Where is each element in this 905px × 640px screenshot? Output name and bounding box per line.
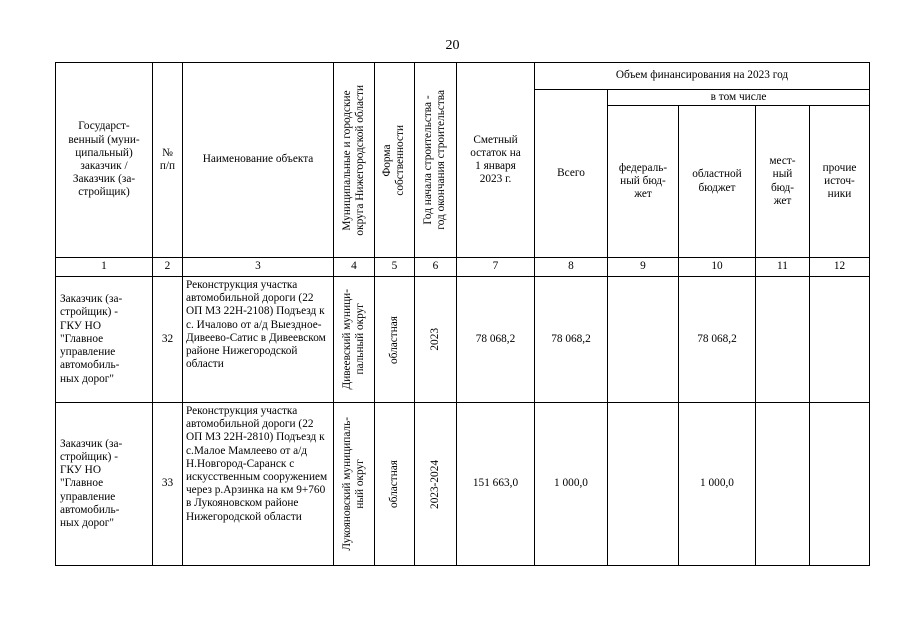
column-number: 2 [153, 258, 183, 277]
column-number: 10 [679, 258, 756, 277]
cell-regional: 1 000,0 [679, 403, 756, 566]
cell-other [810, 277, 870, 403]
cell-years-text: 2023 [428, 328, 441, 351]
column-number: 8 [535, 258, 608, 277]
financing-table [55, 62, 870, 566]
cell-other [810, 403, 870, 566]
cell-estimated-balance: 151 663,0 [457, 403, 535, 566]
column-number: 1 [56, 258, 153, 277]
cell-ownership [375, 403, 415, 566]
column-number: 7 [457, 258, 535, 277]
cell-local [756, 277, 810, 403]
header-total: Всего [535, 90, 608, 258]
cell-ownership [375, 277, 415, 403]
header-years-text: Год начала строительства - год окончания строительства [422, 90, 448, 230]
cell-federal [608, 277, 679, 403]
header-regional: областной бюджет [679, 106, 756, 258]
column-number: 11 [756, 258, 810, 277]
column-number: 3 [183, 258, 334, 277]
cell-estimated-balance: 78 068,2 [457, 277, 535, 403]
cell-years [415, 277, 457, 403]
header-including: в том числе [608, 90, 870, 106]
cell-customer: Заказчик (за- стройщик) - ГКУ НО "Главное управление автомобиль- ных дорог" [56, 277, 153, 403]
header-municipality-text: Муниципальные и городские округа Нижегородской области [340, 84, 366, 236]
cell-ownership-text: областная [387, 460, 400, 508]
cell-ownership-text: областная [387, 315, 400, 364]
column-number: 6 [415, 258, 457, 277]
header-index: № п/п [153, 63, 183, 258]
cell-years-text: 2023-2024 [428, 459, 441, 509]
table-row [56, 403, 870, 566]
header-years [415, 63, 457, 258]
header-federal: федераль- ный бюд- жет [608, 106, 679, 258]
cell-municipality-text: Дивеевский муници- пальный округ [340, 289, 366, 390]
header-municipality [334, 63, 375, 258]
cell-municipality-text: Лукояновский муниципаль- ный округ [340, 417, 366, 551]
cell-customer: Заказчик (за- стройщик) - ГКУ НО "Главное управление автомобиль- ных дорог" [56, 403, 153, 566]
cell-regional: 78 068,2 [679, 277, 756, 403]
header-customer: Государст- венный (муни- ципальный) заказчик / Заказчик (за- стройщик) [56, 63, 153, 258]
column-number: 5 [375, 258, 415, 277]
cell-object-name: Реконструкция участка автомобильной дороги (22 ОП МЗ 22Н-2810) Подъезд к с.Малое Мамлеево от а/д Н.Новгород-Саранск с искусственным сооружением через р.Арзинка на км 9+760 в Лукояновском районе Нижегородской области [183, 403, 334, 566]
page-number: 20 [445, 38, 460, 53]
header-other: прочие источ- ники [810, 106, 870, 258]
header-estimated-balance: Сметный остаток на 1 января 2023 г. [457, 63, 535, 258]
cell-index: 33 [153, 403, 183, 566]
header-ownership [375, 63, 415, 258]
cell-total: 78 068,2 [535, 277, 608, 403]
cell-index: 32 [153, 277, 183, 403]
column-number: 4 [334, 258, 375, 277]
cell-object-name: Реконструкция участка автомобильной дороги (22 ОП МЗ 22Н-2108) Подъезд к с. Ичалово от а/д Выездное-Дивеево-Сатис в Дивеевском районе Нижегородской области [183, 277, 334, 403]
column-number: 9 [608, 258, 679, 277]
cell-federal [608, 403, 679, 566]
column-number: 12 [810, 258, 870, 277]
header-object-name: Наименование объекта [183, 63, 334, 258]
cell-municipality [334, 403, 375, 566]
table-row [56, 277, 870, 403]
cell-local [756, 403, 810, 566]
header-ownership-text: Форма собственности [381, 124, 407, 196]
cell-total: 1 000,0 [535, 403, 608, 566]
header-funding-group: Объем финансирования на 2023 год [535, 63, 870, 90]
cell-years [415, 403, 457, 566]
header-local: мест- ный бюд- жет [756, 106, 810, 258]
cell-municipality [334, 277, 375, 403]
column-number-row [56, 258, 870, 277]
